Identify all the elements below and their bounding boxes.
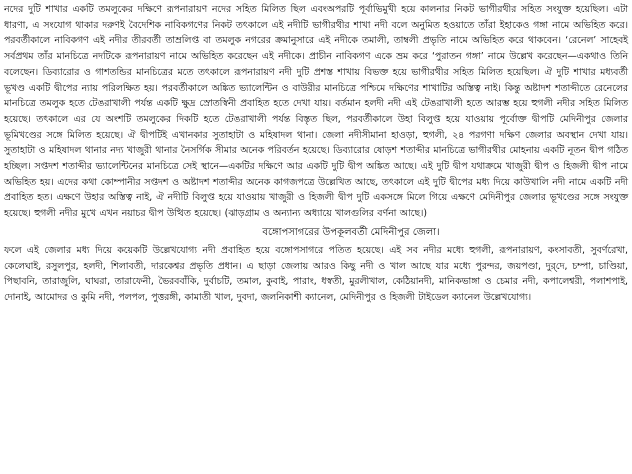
body-paragraph-2: ফলে এই জেলার মধ্য দিয়ে কয়েকটি উল্লেখযোগ্য নদী প্রবাহিত হয়ে বঙ্গোপসাগরে পতিত হয়েছে। এই সব নদীর মধ্যে হুগলী, রূপনারায়ণ, কংসাবতী, সুবর্ণরেখা, কেলেঘাই, রসুলপুর, হলদী, শিলাবতী, দারকেশ্বর প্রভৃতি প্রধান। এ ছাড়া জেলায় আরও কিছু নদী ও খাল আছে যার মধ্যে পুরন্দর, জয়পণ্ডা, দুর্‌দে, চম্পা, চাণ্ডিয়া, পিছাবনি, তারাজুলি, ঘাঘরা, তারাফেনী, ভৈরববাঁকি, দুর্বাচটি, তমাল, কুবাই, পারাং, ধস্বতী, মুরলীখাল, কেঠিয়ানদী, মানিকভাঙ্গা ও চেমার নদী, কপালেশ্বরী, পলাশপাই, দোনাই, আমোদর ও কুমি নদী, পলপল, পুত্তরঙ্গী, কামাতী খাল, দুবদা, জলনিকাশী ক্যানেল, মেদিনীপুর ও হিজলী টাইডেল ক্যানেল উল্লেখযোগ্য। bbox=[4, 244, 628, 303]
section-caption bbox=[4, 225, 628, 241]
body-paragraph-1: নদের দুটি শাখার একটি তমলুকের দক্ষিণে রূপনারায়ণ নদের সহিত মিলিত ছিল এবংঅপরটি পূর্বাভিমুখী হয়ে কালনার নিকট ভাগীরথীর সহিত সংযুক্ত হয়েছিল। এটা ধারণা, এ সংযোগ থাকার দরুণই বৈদেশিক নাবিকগণের নিকট তৎকালে এই নদীটি ভাগীরথীর শাখা নদী বলে অনুমিত হওয়াতে তাঁরা ইহাকেও গঙ্গা নামে অভিহিত করে। পরবর্তীকালে নাবিকগণ এই নদীর তীরবর্তী তাম্রলিপ্ত বা তমলুক নগরের ক্রমানুসারে এই নদীকে তমালী, তাম্বলী প্রভৃতি নামে অভিহিত করে থাকবেন। ‘রেনেল’ সাহেবই সর্বপ্রথম তাঁর মানচিত্রে নদটিকে রূপনারায়ণ নামে অভিহিত করেছেন এই নদীকে। প্রাচীন নাবিকগণ একে ভ্রম করে ‘পুরাতন গঙ্গা’ নামে উল্লেখ করেছেন—একথাও তিনি বলেছেন। ডিব্যারোর ও গাশতন্ডির মানচিত্রের মতে তৎকালে রূপনারায়ণ নদী দুটি প্রশস্ত শাখায় বিভক্ত হয়ে ভাগীরথীর সহিত মিলিত হয়েছিল। ঐ দুটি শাখার মধ্যবর্তী ভূখণ্ড একটি দ্বীপের ন্যায় পরিলক্ষিত হয়। পরবর্তীকালে অঙ্কিত ভ্যালেন্টিন ও বাউরীর মানচিত্রে পশ্চিমে দক্ষিণের শাখাটির অস্তিত্ব নাই। কিন্তু অষ্টাদশ শতাব্দীতে রেনেলের মানচিত্রে তমলুক হতে টেঙরাখালী পর্যন্ত একটি ক্ষুদ্র স্রোতস্বিনী প্রবাহিত হতে দেখা যায়। বর্তমান হলদী নদী এই টেঙরাখালী হতে আরম্ভ হয়ে হুগলী নদীর সহিত মিলিত হয়েছে। তৎকালে এর যে অংশটি তমলুকের দিকটি হতে টেঙরাখালী পর্যন্ত বিস্তৃত ছিল, পরবর্তীকালে উহা বিলুপ্ত হয়ে যাওয়ায় পূর্বোক্ত দ্বীপটি মেদিনীপুর জেলার ভূমিখণ্ডের সঙ্গে মিলিত হয়েছে। ঐ দ্বীপটিই এখানকার সুতাহাটা ও মহিষাদল থানা। জেলা নদীসীমানা হাওড়া, হুগলী, ২৪ পরগণা দক্ষিণ জেলার অবস্থান দেখা যায়। সুতাহাটা ও মহিষাদল থানার নদ্য খাজুরী থানার নৈসর্গিক সীমার অনেক পরিবর্তন হয়েছে। ডিব্যারোর ষোড়শ শতাব্দীর মানচিত্রে ভাগীরথীর মোহনায় একটি নূতন দ্বীপ গঠিত হচ্ছিল। সপ্তদশ শতাব্দীর ভ্যালেন্টিনের মানচিত্রে সেই স্থানে—একটির দক্ষিণে আর একটি দুটি দ্বীপ অঙ্কিত আছে। এই দুটি দ্বীপ যথাক্রমে খাজুরী দ্বীপ ও হিজলী দ্বীপ নামে অভিহিত হয়। এদের কথা কোম্পানীর সপ্তদশ ও অষ্টাদশ শতাব্দীর অনেক কাগজপত্রে উল্লেখিত আছে, তৎকালে এই দুটি দ্বীপের মধ্য দিয়ে কাউখালি নদী নামে একটি নদী প্রবাহিত হত। এক্ষণে উহার অস্তিত্ব নাই, ঐ নদীটি বিলুপ্ত হয়ে যাওয়ায় খাজুরী ও হিজলী দ্বীপ দুটি একসঙ্গে মিলে গিয়ে এক্ষণে মেদিনীপুর জেলার ভূখণ্ডের সঙ্গে সংযুক্ত হয়েছে। হুগলী নদীর মুখে এখন নয়াচর দ্বীপ উত্থিত হয়েছে। (ঝাড়গ্রাম ও অন্যান্য অধ্যায়ে খালগুলির বর্ণনা আছে।) bbox=[4, 4, 628, 220]
section-caption-text: বঙ্গোপসাগরের উপকূলবর্তী মেদিনীপুর জেলা। bbox=[262, 226, 440, 238]
